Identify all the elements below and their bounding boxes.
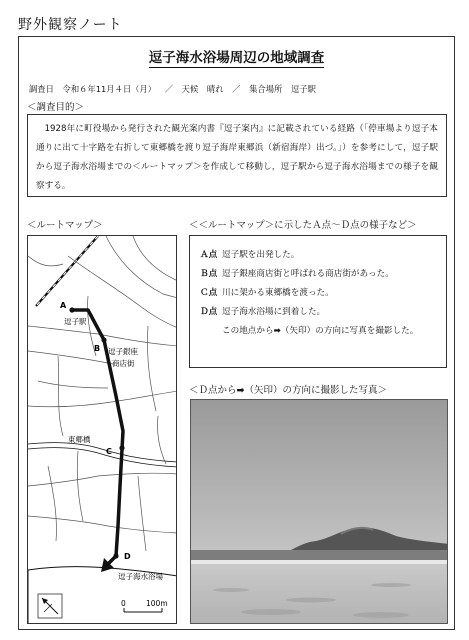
- weather-value: 晴れ: [206, 84, 224, 94]
- togo-bridge-label: 東郷橋: [68, 435, 91, 444]
- photo-heading: ＜Ｄ点から➡（矢印）の方向に撮影した写真＞: [189, 385, 387, 396]
- north-arrow-icon: [38, 594, 62, 618]
- page-title: 逗子海水浴場周辺の地域調査: [148, 50, 325, 66]
- point-b-label: B: [94, 344, 101, 353]
- station-label: 逗子駅: [64, 317, 87, 326]
- sand: [191, 564, 448, 624]
- date-value: 令和６年11月４日（月）: [62, 84, 157, 94]
- meeting-label: 集合場所: [249, 84, 283, 94]
- point-d-label: D: [124, 552, 131, 561]
- date-label: 調査日: [29, 84, 54, 94]
- point-a-marker: [69, 307, 74, 312]
- street-network: [28, 236, 177, 551]
- weather-label: 天候: [181, 84, 199, 94]
- separator: ／: [232, 84, 241, 94]
- points-heading: ＜＜ルートマップ＞に示したＡ点～Ｄ点の様子など＞: [189, 220, 417, 231]
- points-panel: [189, 235, 447, 368]
- right-arrow-icon: ➡: [273, 326, 281, 336]
- point-b-marker: [101, 337, 106, 342]
- point-c-note: Ｃ点 川に架かる東郷橋を渡った。: [200, 288, 334, 298]
- photo-direction-note: この地点から➡（矢印）の方向に写真を撮影した。: [222, 326, 419, 336]
- meeting-value: 逗子駅: [290, 84, 316, 94]
- ginza-label: 商店街: [112, 359, 135, 368]
- point-a-label: A: [60, 301, 67, 310]
- route-map-heading: ＜ルートマップ＞: [27, 220, 103, 231]
- route-map: [27, 235, 177, 624]
- right-arrow-icon: ➡: [236, 385, 245, 396]
- svg-text:0: 0: [121, 599, 126, 608]
- svg-text:100m: 100m: [146, 599, 168, 608]
- point-d-note: Ｄ点 逗子海水浴場に到着した。: [200, 307, 326, 317]
- river: [28, 443, 177, 462]
- separator: ／: [164, 84, 174, 94]
- purpose-heading: ＜調査目的＞: [27, 102, 85, 113]
- beach-label: 逗子海水浴場: [118, 572, 163, 581]
- purpose-text: 1928年に町役場から発行された観光案内書『逗子案内』に記載されている経路（「停車場より逗子本通りに出て十字路を右折して東郷橋を渡り逗子海岸東郷浜（新宿海岸）出づ。」）を参考にして，逗子駅から逗子海水浴場までの＜ルートマップ＞を作成して移動し，逗子駅から逗子海水浴場までの様子を観察する。: [27, 114, 447, 197]
- survey-sheet: [18, 36, 455, 630]
- beach-photo: [190, 399, 448, 624]
- point-d-marker: [113, 553, 118, 558]
- point-b-note: Ｂ点 逗子銀座商店街と呼ばれる商店街があった。: [200, 269, 394, 279]
- ginza-label: 逗子銀座: [108, 347, 138, 356]
- point-c-marker: [119, 445, 124, 450]
- survey-info: [29, 83, 444, 95]
- point-a-note: Ａ点 逗子駅を出発した。: [200, 250, 300, 260]
- notebook-title: 野外観察ノート: [18, 17, 123, 33]
- point-c-label: C: [106, 447, 112, 456]
